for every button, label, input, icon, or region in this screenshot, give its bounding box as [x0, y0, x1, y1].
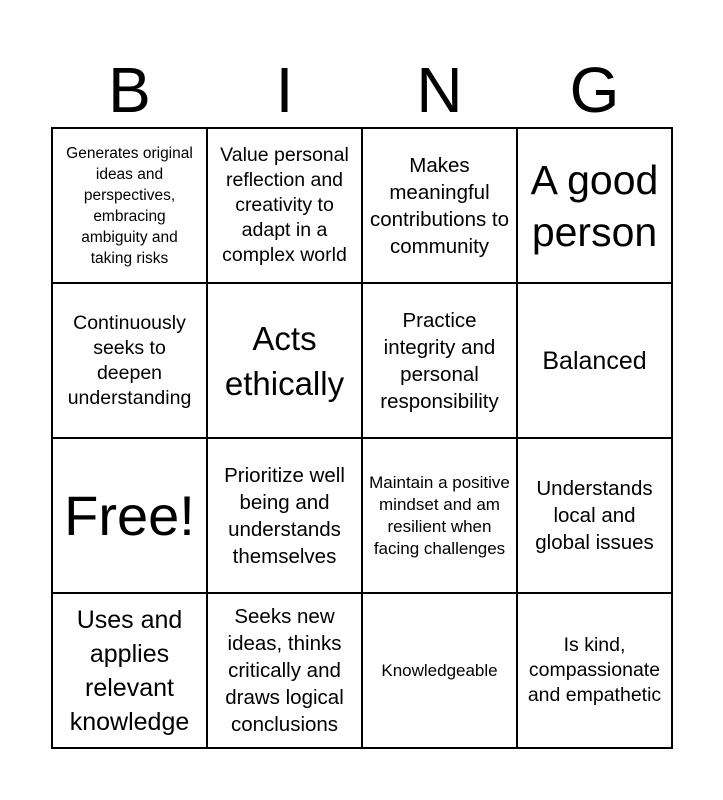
free-space-text: Free! [64, 483, 195, 547]
bingo-header [52, 52, 672, 128]
free-space-cell[interactable] [53, 439, 208, 594]
cell-text: Uses and applies relevant knowledge [69, 605, 190, 736]
bingo-cell[interactable] [208, 439, 363, 594]
bingo-cell[interactable] [363, 439, 518, 594]
bingo-cell[interactable] [53, 129, 208, 284]
cell-text: Value personal reflection and creativity to adapt in a complex world [220, 144, 349, 266]
header-letter-n: N [416, 54, 463, 126]
cell-text: Practice integrity and personal responsibility [380, 308, 499, 413]
header-letter-b: B [108, 54, 151, 126]
bingo-cell[interactable] [363, 129, 518, 284]
cell-text: Balanced [542, 346, 647, 375]
bingo-cell[interactable] [363, 594, 518, 749]
bingo-cell[interactable] [518, 594, 673, 749]
bingo-cell[interactable] [518, 439, 673, 594]
bingo-board [51, 127, 673, 749]
cell-text: Acts ethically [224, 319, 345, 402]
bingo-cell[interactable] [208, 284, 363, 439]
bingo-cell[interactable] [53, 594, 208, 749]
header-letter-i: I [275, 54, 294, 126]
cell-text: Makes meaningful contributions to community [369, 153, 510, 258]
bingo-cell[interactable] [53, 284, 208, 439]
cell-text: Seeks new ideas, thinks critically and draws logical conclusions [225, 605, 344, 736]
cell-text: Generates original ideas and perspectives, embracing ambiguity and taking risks [66, 144, 193, 267]
cell-text: Is kind, compassionate and empathetic [527, 634, 662, 706]
cell-text: Continuously seeks to deepen understanding [67, 311, 192, 409]
bingo-cell[interactable] [208, 129, 363, 284]
cell-text: Maintain a positive mindset and am resilient when facing challenges [369, 472, 510, 558]
header-letter-g: G [569, 54, 620, 126]
cell-text: Understands local and global issues [535, 477, 654, 554]
cell-text: A good person [530, 156, 659, 255]
cell-text: Knowledgeable [381, 660, 498, 680]
bingo-cell[interactable] [518, 129, 673, 284]
bingo-cell[interactable] [363, 284, 518, 439]
bingo-cell[interactable] [518, 284, 673, 439]
cell-text: Prioritize well being and understands themselves [224, 463, 345, 568]
bingo-cell[interactable] [208, 594, 363, 749]
